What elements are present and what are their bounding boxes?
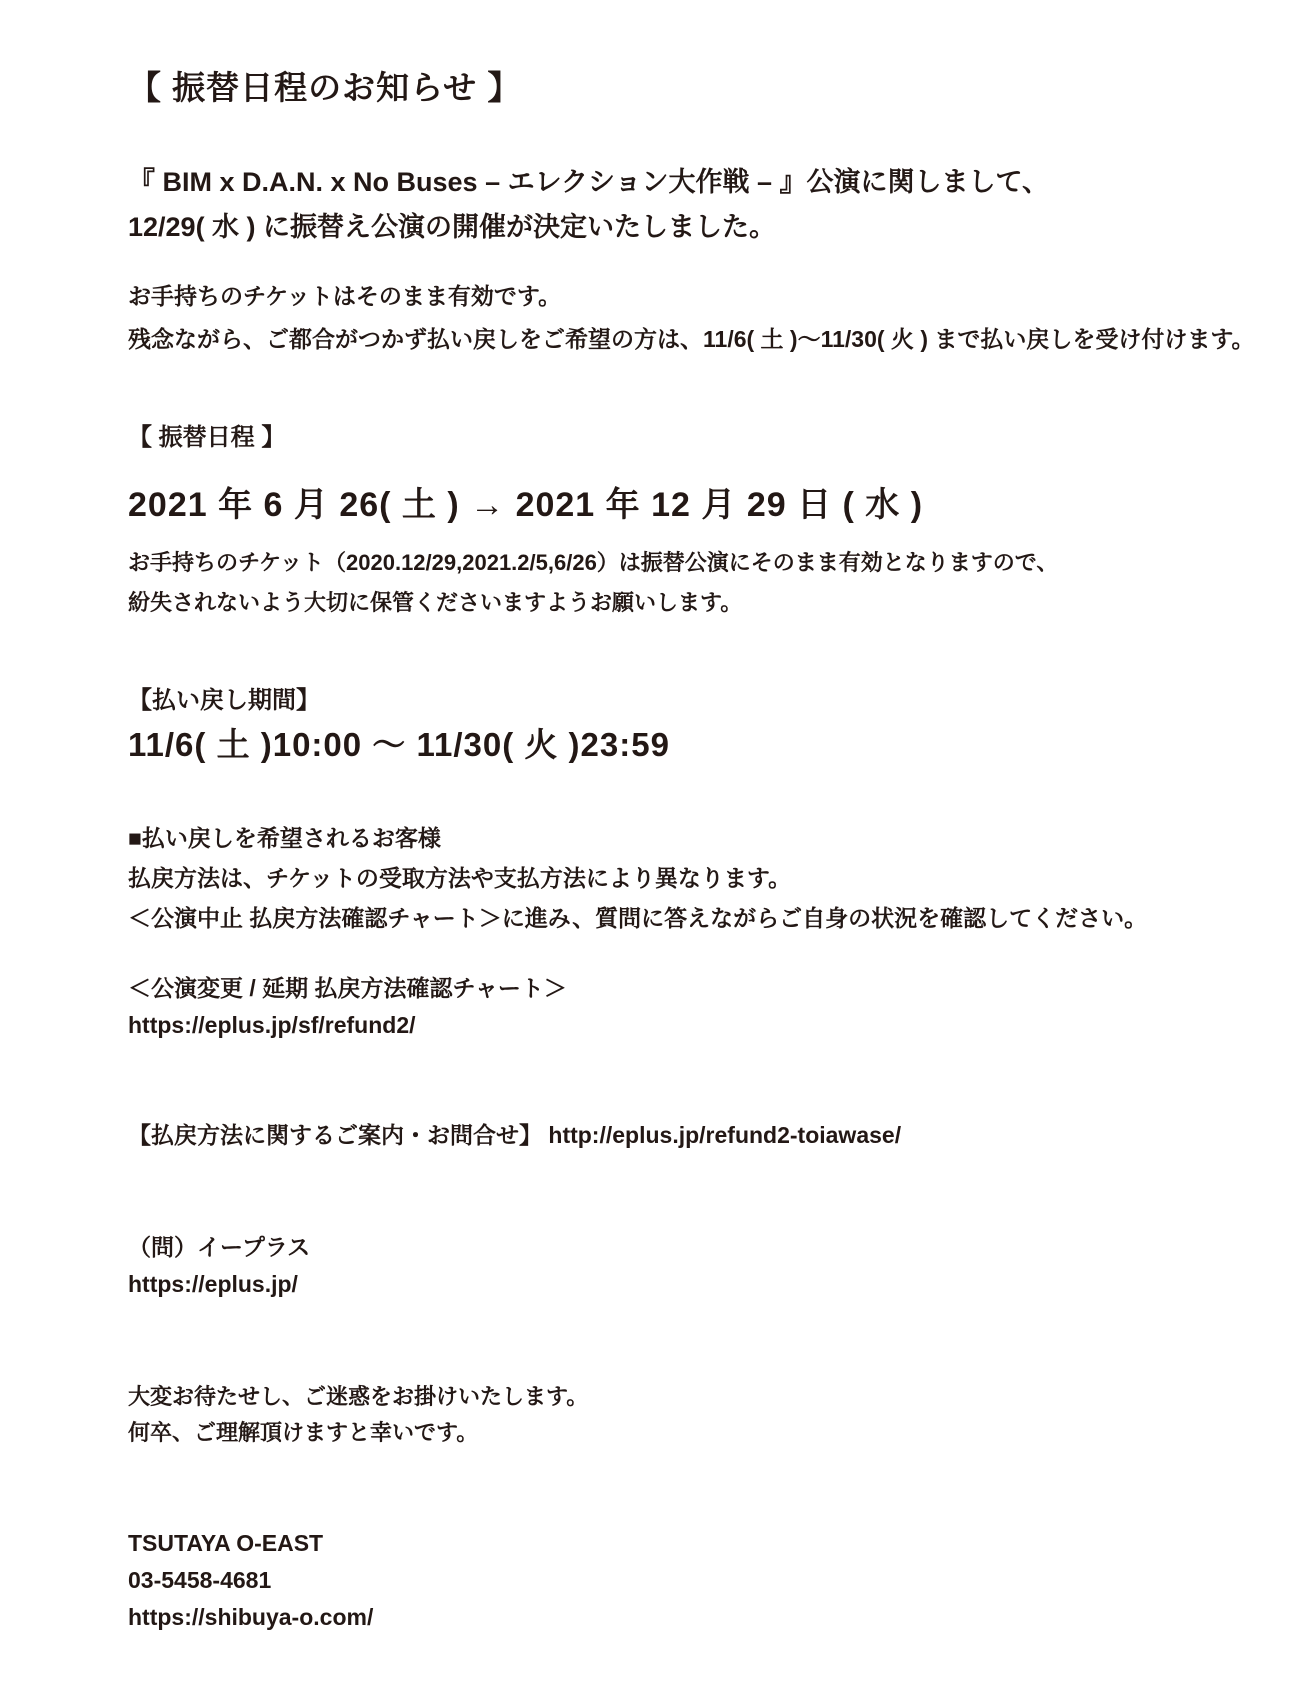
apology-line-2: 何卒、ご理解頂けますと幸いです。 <box>128 1420 479 1445</box>
refund-info-section <box>128 818 1147 938</box>
refund-info-heading: ■払い戻しを希望されるお客様 <box>128 825 441 851</box>
contact-info-line: 【払戻方法に関するご案内・お問合せ】 http://eplus.jp/refund2-toiawase/ <box>128 1122 902 1148</box>
reschedule-note-line-2: 紛失されないよう大切に保管くださいますようお願いします。 <box>128 590 743 615</box>
reschedule-note-line-1: お手持ちのチケット（2020.12/29,2021.2/5,6/26）は振替公演にそのまま有効となりますので、 <box>128 550 1059 575</box>
venue-phone: 03-5458-4681 <box>128 1567 272 1593</box>
inquiry-url: https://eplus.jp/ <box>128 1271 298 1297</box>
venue-name: TSUTAYA O-EAST <box>128 1530 324 1556</box>
reschedule-note <box>128 543 1058 623</box>
intro-paragraph <box>128 160 1049 250</box>
refund-info-line-2: ＜公演中止 払戻方法確認チャート＞に進み、質問に答えながらご自身の状況を確認してください。 <box>128 905 1148 931</box>
inquiry-section <box>128 1229 310 1303</box>
page-title: 【 振替日程のお知らせ 】 <box>128 69 522 106</box>
refund-period-dates: 11/6( 土 )10:00 〜 11/30( 火 )23:59 <box>128 726 670 763</box>
intro-line-2: 12/29( 水 ) に振替え公演の開催が決定いたしました。 <box>128 212 777 242</box>
inquiry-label: （問）イープラス <box>128 1234 311 1260</box>
venue-footer <box>128 1525 373 1636</box>
apology-line-1: 大変お待たせし、ご迷惑をお掛けいたします。 <box>128 1384 589 1409</box>
refund-chart-label: ＜公演変更 / 延期 払戻方法確認チャート＞ <box>128 975 567 1001</box>
refund-chart-section <box>128 970 567 1044</box>
refund-info-line-1: 払戻方法は、チケットの受取方法や支払方法により異なります。 <box>128 865 792 891</box>
intro-line-1: 『 BIM x D.A.N. x No Buses – エレクション大作戦 – 』公演に関しまして、 <box>128 167 1049 197</box>
apology-paragraph <box>128 1379 588 1451</box>
reschedule-heading: 【 振替日程 】 <box>128 424 286 451</box>
refund-period-heading: 【払い戻し期間】 <box>128 687 320 714</box>
venue-url: https://shibuya-o.com/ <box>128 1604 374 1630</box>
reschedule-date: 2021 年 6 月 26( 土 ) → 2021 年 12 月 29 日 ( 水 ) <box>128 486 924 524</box>
refund-chart-url: https://eplus.jp/sf/refund2/ <box>128 1012 416 1038</box>
ticket-valid-line: お手持ちのチケットはそのまま有効です。 <box>128 283 562 309</box>
ticket-validity-paragraph <box>128 275 1255 361</box>
refund-window-line: 残念ながら、ご都合がつかず払い戻しをご希望の方は、11/6( 土 )〜11/30( 火 ) まで払い戻しを受け付けます。 <box>128 326 1255 352</box>
